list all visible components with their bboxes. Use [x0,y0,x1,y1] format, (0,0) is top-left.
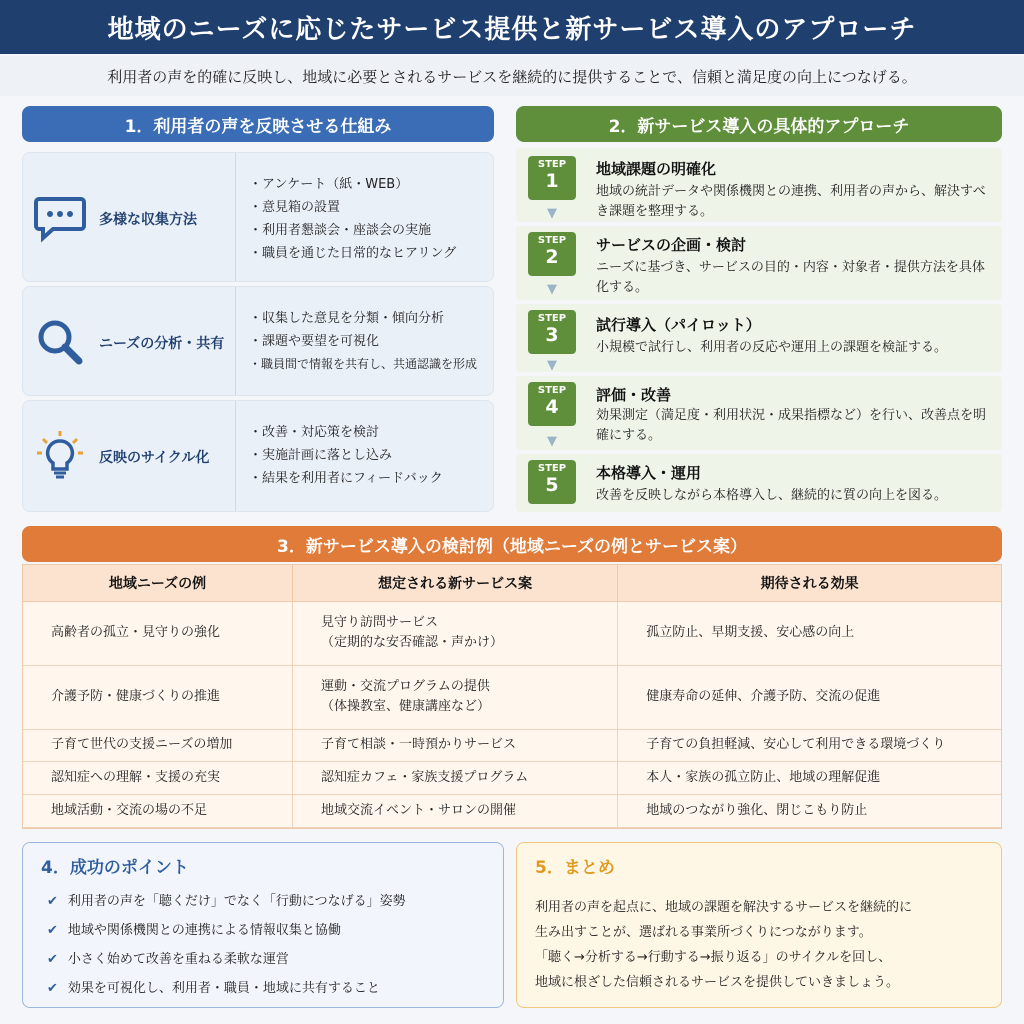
table-cell: 子育て相談・一時預かりサービス [292,729,617,762]
table-row [23,729,1001,762]
lightbulb-icon [33,429,87,483]
table-cell: 地域交流イベント・サロンの開催 [292,795,617,828]
down-arrow-icon: ▼ [547,206,557,221]
point-text: 利用者の声を「聴くだけ」でなく「行動につなげる」姿勢 [67,894,406,909]
section4-title: 4．成功のポイント [41,858,189,878]
table-cell: 見守り訪問サービス （定期的な安否確認・声かけ） [292,601,617,665]
table-cell: 運動・交流プログラムの提供 （体操教室、健康講座など） [292,665,617,729]
check-icon: ✔ [47,894,58,909]
table-row [23,665,1001,729]
feedback-cycle-row [22,400,494,512]
step-desc: 地域の統計データや関係機関との連携、利用者の声から、解決すべき課題を整理する。 [596,184,986,219]
step-badge [528,156,576,200]
table-row [23,795,1001,828]
point-text: 地域や関係機関との連携による情報収集と協働 [67,923,341,938]
step-label: STEP [537,313,567,324]
section1-panel [22,152,494,512]
down-arrow-icon: ▼ [547,358,557,373]
step-label: STEP [537,463,567,474]
table-cell: 地域活動・交流の場の不足 [23,795,292,828]
collection-methods-row [22,152,494,282]
success-list [47,887,406,1003]
step-desc: 小規模で試行し、利用者の反応や運用上の課題を検証する。 [596,340,948,355]
table-cell: 高齢者の孤立・見守りの強化 [23,601,292,665]
list-item: ・ 利用者懇談会・座談会の実施 [249,219,456,242]
row-label: ニーズの分析・共有 [99,336,225,352]
item-list [249,421,443,490]
table-cell: 本人・家族の孤立防止、地域の理解促進 [618,762,1001,795]
list-item: ・ 課題や要望を可視化 [249,330,477,353]
divider [235,401,236,511]
step-title: 試行導入（パイロット） [596,316,761,334]
step-card [516,148,1002,222]
down-arrow-icon: ▼ [547,434,557,449]
step-desc: 改善を反映しながら本格導入し、継続的に質の向上を図る。 [596,488,948,503]
step-title: 本格導入・運用 [596,464,702,482]
step-number: 2 [545,246,559,268]
check-icon: ✔ [47,981,58,996]
step-label: STEP [537,159,567,170]
step-badge [528,382,576,426]
section5-title: 5．まとめ [535,858,615,878]
success-points-panel [22,842,504,1008]
column-header: 地域ニーズの例 [23,565,292,601]
table-cell: 子育て世代の支援ニーズの増加 [23,729,292,762]
step-title: 地域課題の明確化 [596,160,717,178]
step-card [516,304,1002,372]
list-item: ・ 結果を利用者にフィードバック [249,467,443,490]
step-label: STEP [537,385,567,396]
section2-title: 2．新サービス導入の具体的アプローチ [516,106,1002,142]
table-cell: 健康寿命の延伸、介護予防、交流の促進 [618,665,1001,729]
row-label: 反映のサイクル化 [99,450,210,466]
item-list [249,307,477,376]
section3-title: 3．新サービス導入の検討例（地域ニーズの例とサービス案） [22,526,1002,562]
table-cell: 孤立防止、早期支援、安心感の向上 [618,601,1001,665]
summary-panel [516,842,1002,1008]
column-header: 期待される効果 [618,565,1001,601]
step-badge [528,232,576,276]
needs-analysis-row [22,286,494,396]
table-cell: 地域のつながり強化、閉じこもり防止 [618,795,1001,828]
step-number: 4 [545,396,559,418]
list-item [47,945,406,974]
step-number: 1 [545,170,559,192]
step-card [516,226,1002,300]
page-title: 地域のニーズに応じたサービス提供と新サービス導入のアプローチ [0,0,1024,54]
row-label: 多様な収集方法 [99,212,197,228]
step-title: 評価・改善 [596,386,672,404]
list-item: ・ 職員間で情報を共有し、共通認識を形成 [249,353,477,376]
list-item: ・ 意見箱の設置 [249,196,456,219]
divider [235,153,236,281]
step-desc: ニーズに基づき、サービスの目的・内容・対象者・提供方法を具体化する。 [596,260,985,295]
summary-line: 地域に根ざした信頼されるサービスを提供していきましょう。 [535,975,900,990]
step-label: STEP [537,235,567,246]
list-item: ・ アンケート（紙・WEB） [249,173,456,196]
examples-table [22,564,1002,829]
table-row [23,762,1001,795]
table-cell: 子育ての負担軽減、安心して利用できる環境づくり [618,729,1001,762]
table-cell: 認知症への理解・支援の充実 [23,762,292,795]
table-row [23,601,1001,665]
step-number: 3 [545,324,559,346]
step-badge [528,460,576,504]
check-icon: ✔ [47,952,58,967]
summary-line: 「聴く→分析する→行動する→振り返る」のサイクルを回し、 [535,950,892,965]
step-desc: 効果測定（満足度・利用状況・成果指標など）を行い、改善点を明確にする。 [596,408,987,443]
step-card [516,454,1002,512]
summary-line: 生み出すことが、選ばれる事業所づくりにつながります。 [535,925,872,940]
chat-bubble-icon [33,191,87,245]
item-list [249,173,456,265]
table-cell: 介護予防・健康づくりの推進 [23,665,292,729]
magnifier-icon [33,315,87,369]
step-card [516,376,1002,450]
down-arrow-icon: ▼ [547,282,557,297]
summary-text [535,895,991,995]
step-number: 5 [545,474,559,496]
section2-panel [516,148,1002,512]
list-item: ・ 実施計画に落とし込み [249,444,443,467]
column-header: 想定される新サービス案 [292,565,617,601]
divider [235,287,236,395]
page-subtitle: 利用者の声を的確に反映し、地域に必要とされるサービスを継続的に提供することで、信頼と満足度の向上につなげる。 [0,56,1024,96]
point-text: 小さく始めて改善を重ねる柔軟な運営 [67,952,289,967]
point-text: 効果を可視化し、利用者・職員・地域に共有すること [67,981,380,996]
list-item: ・ 職員を通じた日常的なヒアリング [249,242,456,265]
check-icon: ✔ [47,923,58,938]
section1-title: 1．利用者の声を反映させる仕組み [22,106,494,142]
step-badge [528,310,576,354]
table-cell: 認知症カフェ・家族支援プログラム [292,762,617,795]
list-item: ・ 改善・対応策を検討 [249,421,443,444]
list-item [47,887,406,916]
list-item: ・ 収集した意見を分類・傾向分析 [249,307,477,330]
summary-line: 利用者の声を起点に、地域の課題を解決するサービスを継続的に [535,900,913,915]
step-title: サービスの企画・検討 [596,236,747,254]
list-item [47,916,406,945]
list-item [47,974,406,1003]
